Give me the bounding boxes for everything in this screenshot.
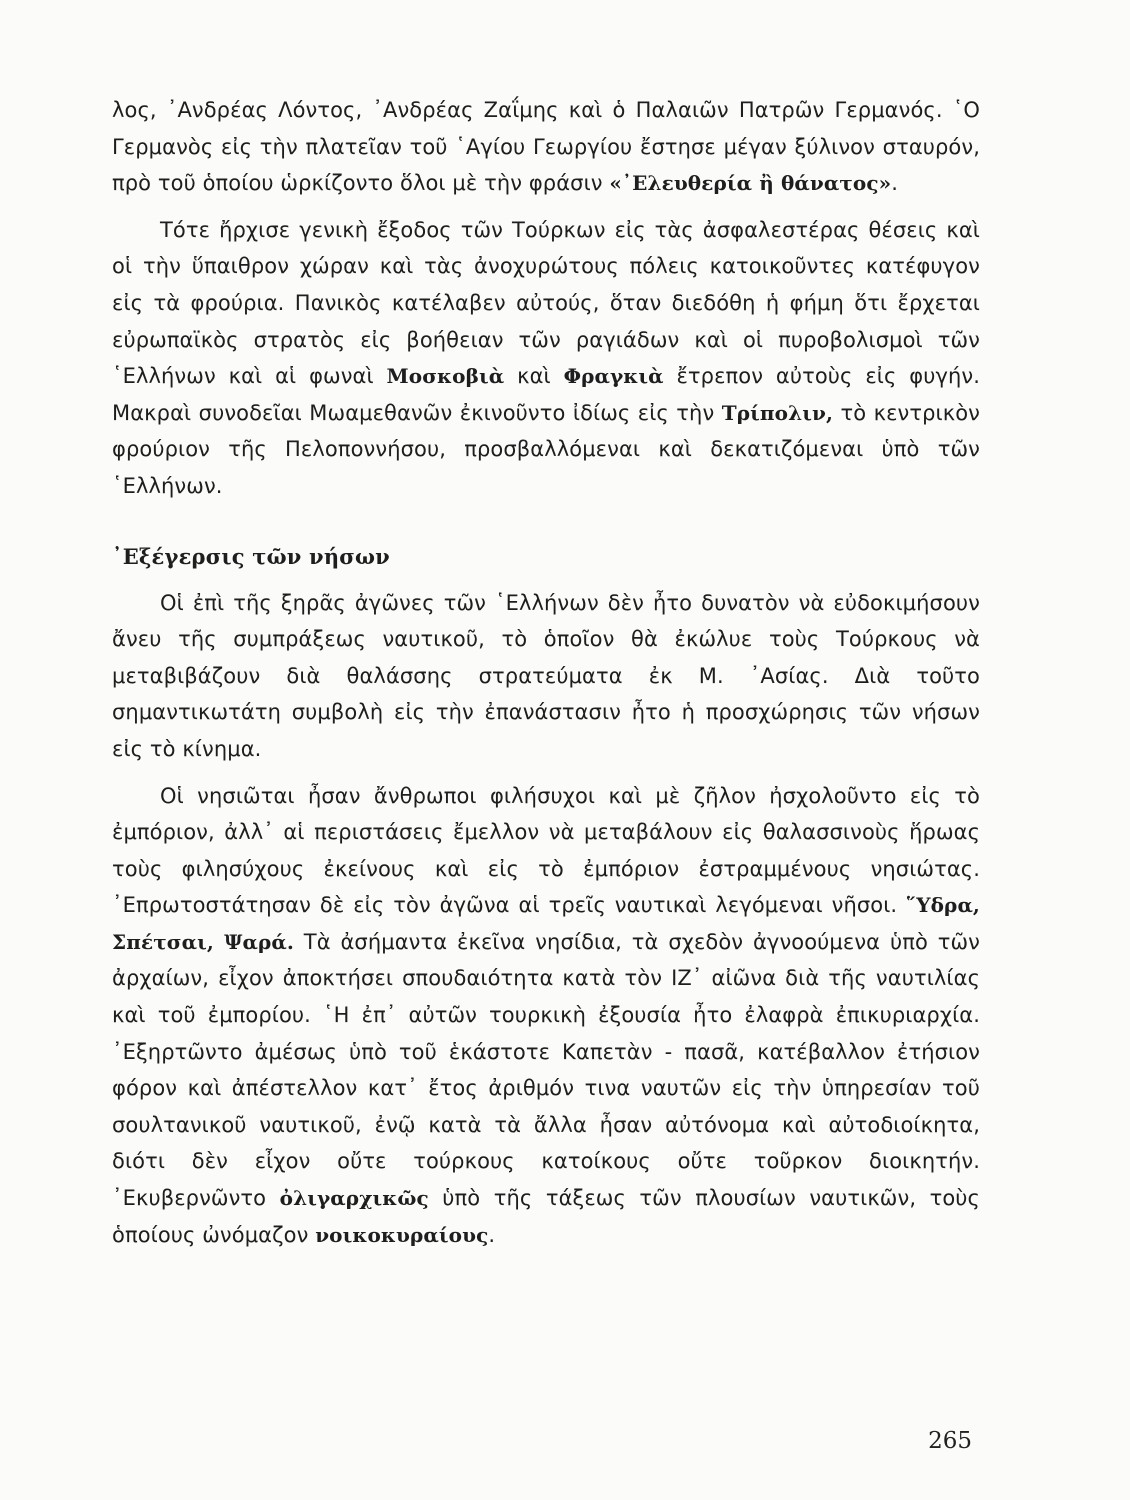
paragraph-1 xyxy=(112,92,980,202)
page-text-body xyxy=(112,92,980,1263)
paragraph-4-text-c: ὑπὸ τῆς τάξεως τῶν πλουσίων ναυτικῶν, τοὺς ὁποίους ὠνόμαζον xyxy=(112,1186,980,1247)
bold-word-noikokyraious: νοικοκυραίους xyxy=(315,1222,489,1247)
page-number: 265 xyxy=(928,1428,972,1454)
paragraph-1-text-a: λος, ᾽Ανδρέας Λόντος, ᾽Ανδρέας Ζαΐμης καὶ ὁ Παλαιῶν Πατρῶν Γερμανός. ῾Ο Γερμανὸς εἰς τὴν πλατεῖαν τοῦ ῾Αγίου Γεωργίου ἔστησε μέγαν ξύλινον σταυρόν, πρὸ τοῦ ὁποίου ὡρκίζοντο ὅλοι μὲ τὴν φράσιν xyxy=(112,98,980,196)
bold-word-tripolin: Τρίπολιν, xyxy=(721,400,834,425)
paragraph-2-text-d: τὸ κεντρικὸν φρούριον τῆς Πελοποννήσου, προσβαλλόμεναι καὶ δεκατιζόμεναι ὑπὸ τῶν ῾Ελλήνων. xyxy=(112,400,980,498)
paragraph-2-text-a: Τότε ἤρχισε γενικὴ ἔξοδος τῶν Τούρκων εἰς τὰς ἀσφαλεστέρας θέσεις καὶ οἱ τὴν ὕπαιθρον χώραν καὶ τὰς ἀνοχυρώτους πόλεις κατοικοῦντες κατέφυγον εἰς τὰ φρούρια. Πανικὸς κατέλαβεν αὐτούς, ὅταν διεδόθη ἡ φήμη ὅτι ἔρχεται εὐρωπαϊκὸς στρατὸς εἰς βοήθειαν τῶν ραγιάδων καὶ οἱ πυροβολισμοὶ τῶν ῾Ελλήνων καὶ αἱ φωναὶ xyxy=(112,217,980,389)
bold-word-oligarchikos: ὀλιγαρχικῶς xyxy=(279,1186,429,1211)
paragraph-2 xyxy=(112,212,980,505)
paragraph-4 xyxy=(112,778,980,1254)
paragraph-2-text-c: ἔτρεπον αὐτοὺς εἰς φυγήν. Μακραὶ συνοδεῖαι Μωαμεθανῶν ἐκινοῦντο ἰδίως εἰς τὴν xyxy=(112,364,980,425)
bold-islands-names: ῞Υδρα, Σπέτσαι, Ψαρά. xyxy=(112,893,980,954)
bold-word-frankia: Φραγκιὰ xyxy=(563,364,664,389)
paragraph-4-text-a: Οἱ νησιῶται ἦσαν ἄνθρωποι φιλήσυχοι καὶ μὲ ζῆλον ἠσχολοῦντο εἰς τὸ ἐμπόριον, ἀλλ᾽ αἱ περιστάσεις ἔμελλον νὰ μεταβάλουν εἰς θαλασσινοὺς ἥρωας τοὺς φιλησύχους ἐκείνους καὶ εἰς τὸ ἐμπόριον ἐστραμμένους νησιώτας. ᾽Επρωτοστάτησαν δὲ εἰς τὸν ἀγῶνα αἱ τρεῖς ναυτικαὶ λεγόμεναι νῆσοι. xyxy=(112,783,980,918)
paragraph-2-text-b: καὶ xyxy=(504,364,564,389)
paragraph-3 xyxy=(112,585,980,768)
paragraph-4-text-b: Τὰ ἀσήμαντα ἐκεῖνα νησίδια, τὰ σχεδὸν ἀγνοούμενα ὑπὸ τῶν ἀρχαίων, εἶχον ἀποκτήσει σπουδαιότητα κατὰ τὸν ΙΖ᾽ αἰῶνα διὰ τῆς ναυτιλίας καὶ τοῦ ἐμπορίου. ῾Η ἐπ᾽ αὐτῶν τουρκικὴ ἐξουσία ἦτο ἐλαφρὰ ἐπικυριαρχία. ᾽Εξηρτῶντο ἀμέσως ὑπὸ τοῦ ἑκάστοτε Καπετὰν - πασᾶ, κατέβαλλον ἐτήσιον φόρον καὶ ἀπέστελλον κατ᾽ ἔτος ἀριθμόν τινα ναυτῶν εἰς τὴν ὑπηρεσίαν τοῦ σουλτανικοῦ ναυτικοῦ, ἐνῷ κατὰ τὰ ἄλλα ἦσαν αὐτόνομα καὶ αὐτοδιοίκητα, διότι δὲν εἶχον οὔτε τούρκους κατοίκους οὔτε τοῦρκον διοικητήν. ᾽Εκυβερνῶντο xyxy=(112,929,981,1211)
paragraph-1-text-b: . xyxy=(891,171,898,196)
bold-phrase-freedom-or-death: «᾽Ελευθερία ἢ θάνατος» xyxy=(609,171,892,196)
section-heading: ᾽Εξέγερσις τῶν νήσων xyxy=(112,543,390,569)
paragraph-4-text-d: . xyxy=(488,1222,496,1247)
paragraph-3-text: Οἱ ἐπὶ τῆς ξηρᾶς ἀγῶνες τῶν ῾Ελλήνων δὲν ἦτο δυνατὸν νὰ εὐδοκιμήσουν ἄνευ τῆς συμπράξεως ναυτικοῦ, τὸ ὁποῖον θὰ ἐκώλυε τοὺς Τούρκους νὰ μεταβιβάζουν διὰ θαλάσσης στρατεύματα ἐκ Μ. ᾽Ασίας. Διὰ τοῦτο σημαντικωτάτη συμβολὴ εἰς τὴν ἐπανάστασιν ἦτο ἡ προσχώρησις τῶν νήσων εἰς τὸ κίνημα. xyxy=(112,590,980,761)
bold-word-moskovia: Μοσκοβιὰ xyxy=(386,364,505,389)
